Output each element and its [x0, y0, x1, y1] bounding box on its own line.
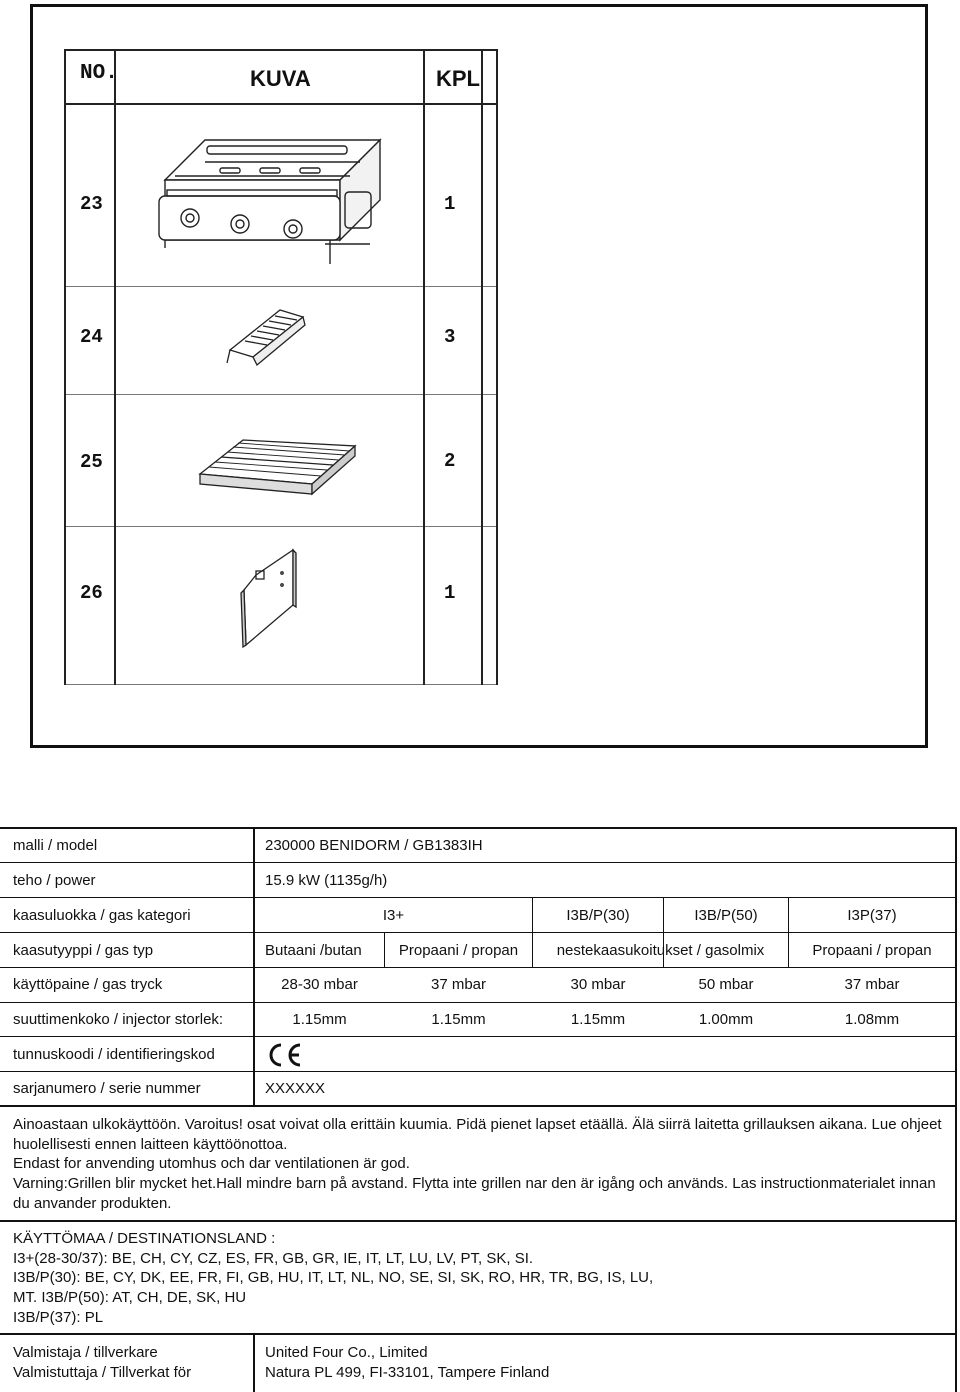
power-value: 15.9 kW (1135g/h) [265, 872, 388, 889]
header-no: NO. [80, 62, 118, 85]
grill-body-icon [145, 132, 390, 272]
header-picture: KUVA [250, 66, 311, 91]
cooking-grate-icon [195, 432, 360, 504]
model-value: 230000 BENIDORM / GB1383IH [265, 837, 483, 854]
part-number: 23 [80, 193, 103, 215]
gastype-label: kaasutyyppi / gas typ [13, 942, 154, 959]
warning-paragraph: Endast for anvending utomhus och dar ventilationen är god. [13, 1155, 410, 1173]
pressure-cell: 50 mbar [698, 976, 754, 993]
warning-paragraph: Ainoastaan ulkokäyttöön. Varoitus! osat voivat olla erittäin kuumia. Pidä pienet lapset etäällä. Älä siirrä laitetta grillauksen aikana. Lue ohjeet huolellisesti ennen laitteen käyttöönottoa. [13, 1116, 942, 1153]
category-cell: I3+ [382, 907, 405, 924]
injector-cell: 1.15mm [570, 1011, 626, 1028]
flame-tamer-icon [225, 305, 310, 370]
part-number: 25 [80, 451, 103, 473]
ce-mark-icon [266, 1041, 304, 1069]
manufacturer-label: Valmistaja / tillverkare [13, 1344, 158, 1361]
warning-paragraph: Varning:Grillen blir mycket het.Hall mindre barn på avstand. Flytta inte grillen nar den är igång och används. Las instructionmaterialet innan du anvander produkten. [13, 1175, 936, 1212]
part-qty: 1 [444, 193, 456, 215]
parts-sheet-frame [30, 4, 928, 748]
power-label: teho / power [13, 872, 96, 889]
model-label: malli / model [13, 837, 98, 854]
id-label: tunnuskoodi / identifieringskod [13, 1046, 215, 1063]
gastype-cell: Butaani /butan [265, 942, 362, 959]
header-qty: KPL [436, 66, 480, 91]
category-cell: I3B/P(30) [566, 907, 630, 924]
category-label: kaasuluokka / gas kategori [13, 907, 191, 924]
gastype-cell: Propaani / propan [812, 942, 932, 959]
gastype-cell: nestekaasukoitukset / gasolmix [556, 942, 765, 959]
part-qty: 3 [444, 326, 456, 348]
injector-cell: 1.15mm [431, 1011, 486, 1028]
serial-value: XXXXXX [265, 1080, 326, 1097]
pressure-cell: 37 mbar [430, 976, 487, 993]
part-number: 26 [80, 582, 103, 604]
injector-cell: 1.00mm [698, 1011, 754, 1028]
destination-block [13, 1229, 943, 1328]
warning-text [13, 1115, 943, 1214]
category-cell: I3P(37) [847, 907, 897, 924]
injector-cell: 1.15mm [292, 1011, 347, 1028]
side-panel-icon [238, 545, 298, 650]
serial-label: sarjanumero / serie nummer [13, 1080, 201, 1097]
destination-title: KÄYTTÖMAA / DESTINATIONSLAND : [13, 1230, 276, 1247]
pressure-cell: 37 mbar [844, 976, 900, 993]
destination-line: I3+(28-30/37): BE, CH, CY, CZ, ES, FR, GB, GR, IE, IT, LT, LU, LV, PT, SK, SI. [13, 1249, 534, 1267]
injector-label: suuttimenkoko / injector storlek: [13, 1011, 224, 1028]
manufacturer-address: Natura PL 499, FI-33101, Tampere Finland [265, 1364, 550, 1381]
destination-line: I3B/P(37): PL [13, 1308, 104, 1326]
manufacturer-name: United Four Co., Limited [265, 1344, 428, 1361]
gastype-cell: Propaani / propan [398, 942, 519, 959]
pressure-label: käyttöpaine / gas tryck [13, 976, 163, 993]
importer-label: Valmistuttaja / Tillverkat för [13, 1364, 192, 1381]
pressure-cell: 30 mbar [570, 976, 626, 993]
injector-cell: 1.08mm [844, 1011, 900, 1028]
destination-line: MT. I3B/P(50): AT, CH, DE, SK, HU [13, 1289, 247, 1307]
destination-line: I3B/P(30): BE, CY, DK, EE, FR, FI, GB, HU, IT, LT, NL, NO, SE, SI, SK, RO, HR, TR, BG, IS, LU, [13, 1269, 654, 1287]
part-qty: 1 [444, 582, 456, 604]
part-qty: 2 [444, 450, 456, 472]
category-cell: I3B/P(50) [694, 907, 758, 924]
part-number: 24 [80, 326, 103, 348]
pressure-cell: 28-30 mbar [281, 976, 358, 993]
